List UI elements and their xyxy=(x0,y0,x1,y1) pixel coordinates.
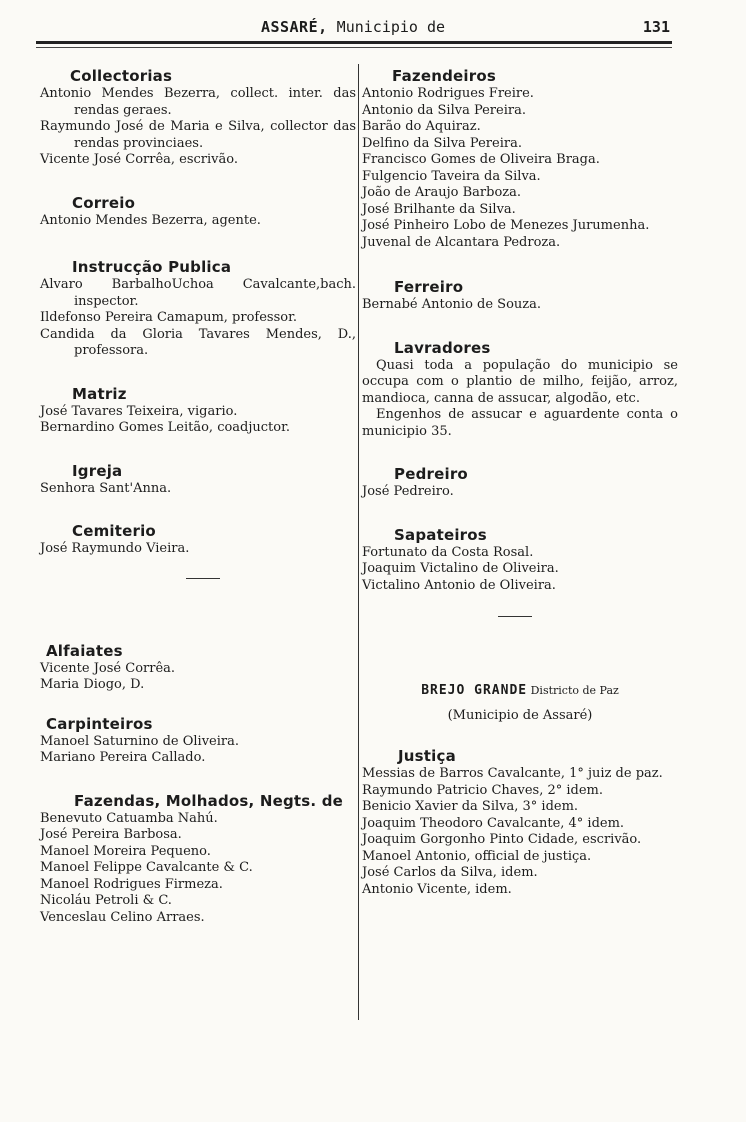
entry: José Pinheiro Lobo de Menezes Jurumenha. xyxy=(362,218,650,233)
entry: José Raymundo Vieira. xyxy=(40,541,190,556)
running-title-place: ASSARÉ, xyxy=(260,18,328,36)
heading-collectorias: Collectorias xyxy=(70,67,173,85)
heading-fazendeiros: Fazendeiros xyxy=(392,67,496,85)
right-column xyxy=(362,62,678,898)
district-heading xyxy=(362,683,678,700)
entry: Bernardino Gomes Leitão, coadjuctor. xyxy=(40,420,291,435)
entry: Venceslau Celino Arraes. xyxy=(40,909,205,925)
heading-justica: Justiça xyxy=(398,747,456,765)
heading-correio: Correio xyxy=(72,193,136,212)
entry: Joaquim Gorgonho Pinto Cidade, escrivão. xyxy=(362,832,642,847)
section-divider xyxy=(498,616,532,617)
district-suffix: Districto de Paz xyxy=(527,684,619,697)
entry: Antonio Vicente, idem. xyxy=(362,881,512,897)
running-title xyxy=(36,18,670,36)
heading-carpinteiros: Carpinteiros xyxy=(46,714,153,733)
entry: Manoel Felippe Cavalcante & C. xyxy=(40,860,253,875)
district-subtitle: (Municipio de Assaré) xyxy=(447,707,593,723)
entry: Antonio Rodrigues Freire. xyxy=(362,86,534,101)
entry: Nicoláu Petroli & C. xyxy=(40,893,172,908)
entry: Manoel Antonio, official de justiça. xyxy=(362,848,592,864)
entry: José Brilhante da Silva. xyxy=(362,201,516,217)
entry: José Pedreiro. xyxy=(362,484,454,499)
entry: Bernabé Antonio de Souza. xyxy=(362,297,542,312)
paragraph: Quasi toda a população do municipio se occupa com o plantio de milho, feijão, arroz, mandioca, canna de assucar, algodão, etc. xyxy=(362,357,678,406)
page-number: 131 xyxy=(642,18,670,36)
paragraph: Engenhos de assucar e aguardente conta o municipio 35. xyxy=(362,407,678,439)
entry: Fortunato da Costa Rosal. xyxy=(362,544,534,560)
heading-pedreiro: Pedreiro xyxy=(394,465,468,483)
entry: Raymundo José de Maria e Silva, collector das rendas provinciaes. xyxy=(40,119,356,151)
running-title-rest: Municipio de xyxy=(327,18,446,36)
section-divider xyxy=(186,578,220,579)
entry: Barão do Aquiraz. xyxy=(362,119,481,134)
entry: Antonio da Silva Pereira. xyxy=(362,102,526,118)
heading-sapateiros: Sapateiros xyxy=(394,525,487,544)
entry: Mariano Pereira Callado. xyxy=(40,750,206,765)
entry: Manoel Saturnino de Oliveira. xyxy=(40,733,239,749)
heading-lavradores: Lavradores xyxy=(394,338,491,357)
entry: Vicente José Corrêa. xyxy=(40,660,176,676)
entry: Candida da Gloria Tavares Mendes, D., professora. xyxy=(40,326,356,358)
entry: Alvaro BarbalhoUchoa Cavalcante,bach. inspector. xyxy=(40,277,356,309)
entry: Antonio Mendes Bezerra, collect. inter. das rendas geraes. xyxy=(40,86,356,118)
entry: Manoel Moreira Pequeno. xyxy=(40,843,211,859)
entry: Raymundo Patricio Chaves, 2° idem. xyxy=(362,782,604,798)
entry: Senhora Sant'Anna. xyxy=(40,480,172,496)
entry: Benevuto Catuamba Nahú. xyxy=(40,810,218,826)
heading-cemiterio: Cemiterio xyxy=(72,522,156,540)
entry: Fulgencio Taveira da Silva. xyxy=(362,168,541,184)
entry: Joaquim Theodoro Cavalcante, 4° idem. xyxy=(362,815,625,831)
entry: João de Araujo Barboza. xyxy=(362,185,522,200)
heading-fazendas-molhados: Fazendas, Molhados, Negts. de xyxy=(74,791,344,810)
header-rule-thick xyxy=(36,41,672,44)
entry: Maria Diogo, D. xyxy=(40,677,145,692)
entry: Delfino da Silva Pereira. xyxy=(362,135,522,151)
entry: José Carlos da Silva, idem. xyxy=(362,865,538,880)
district-name: BREJO GRANDE xyxy=(421,683,528,698)
heading-ferreiro: Ferreiro xyxy=(394,278,464,296)
entry: José Pereira Barbosa. xyxy=(40,827,182,842)
entry: Vicente José Corrêa, escrivão. xyxy=(40,152,239,167)
heading-igreja: Igreja xyxy=(72,461,123,480)
entry: Ildefonso Pereira Camapum, professor. xyxy=(40,310,297,325)
page-header xyxy=(36,18,670,40)
entry: Benicio Xavier da Silva, 3° idem. xyxy=(362,799,579,814)
column-divider xyxy=(358,64,359,1020)
entry: José Tavares Teixeira, vigario. xyxy=(40,403,238,419)
entry: Francisco Gomes de Oliveira Braga. xyxy=(362,152,600,167)
entry: Joaquim Victalino de Oliveira. xyxy=(362,561,559,576)
heading-matriz: Matriz xyxy=(72,384,127,403)
left-column xyxy=(40,62,356,926)
entry: Antonio Mendes Bezerra, agente. xyxy=(40,212,261,228)
entry: Messias de Barros Cavalcante, 1° juiz de paz. xyxy=(362,766,663,781)
header-rule-thin xyxy=(36,47,672,48)
entry: Juvenal de Alcantara Pedroza. xyxy=(362,234,561,250)
entry: Victalino Antonio de Oliveira. xyxy=(362,577,556,593)
heading-instrucao-publica: Instrucção Publica xyxy=(72,258,232,276)
heading-alfaiates: Alfaiates xyxy=(46,641,123,660)
entry: Manoel Rodrigues Firmeza. xyxy=(40,876,223,892)
